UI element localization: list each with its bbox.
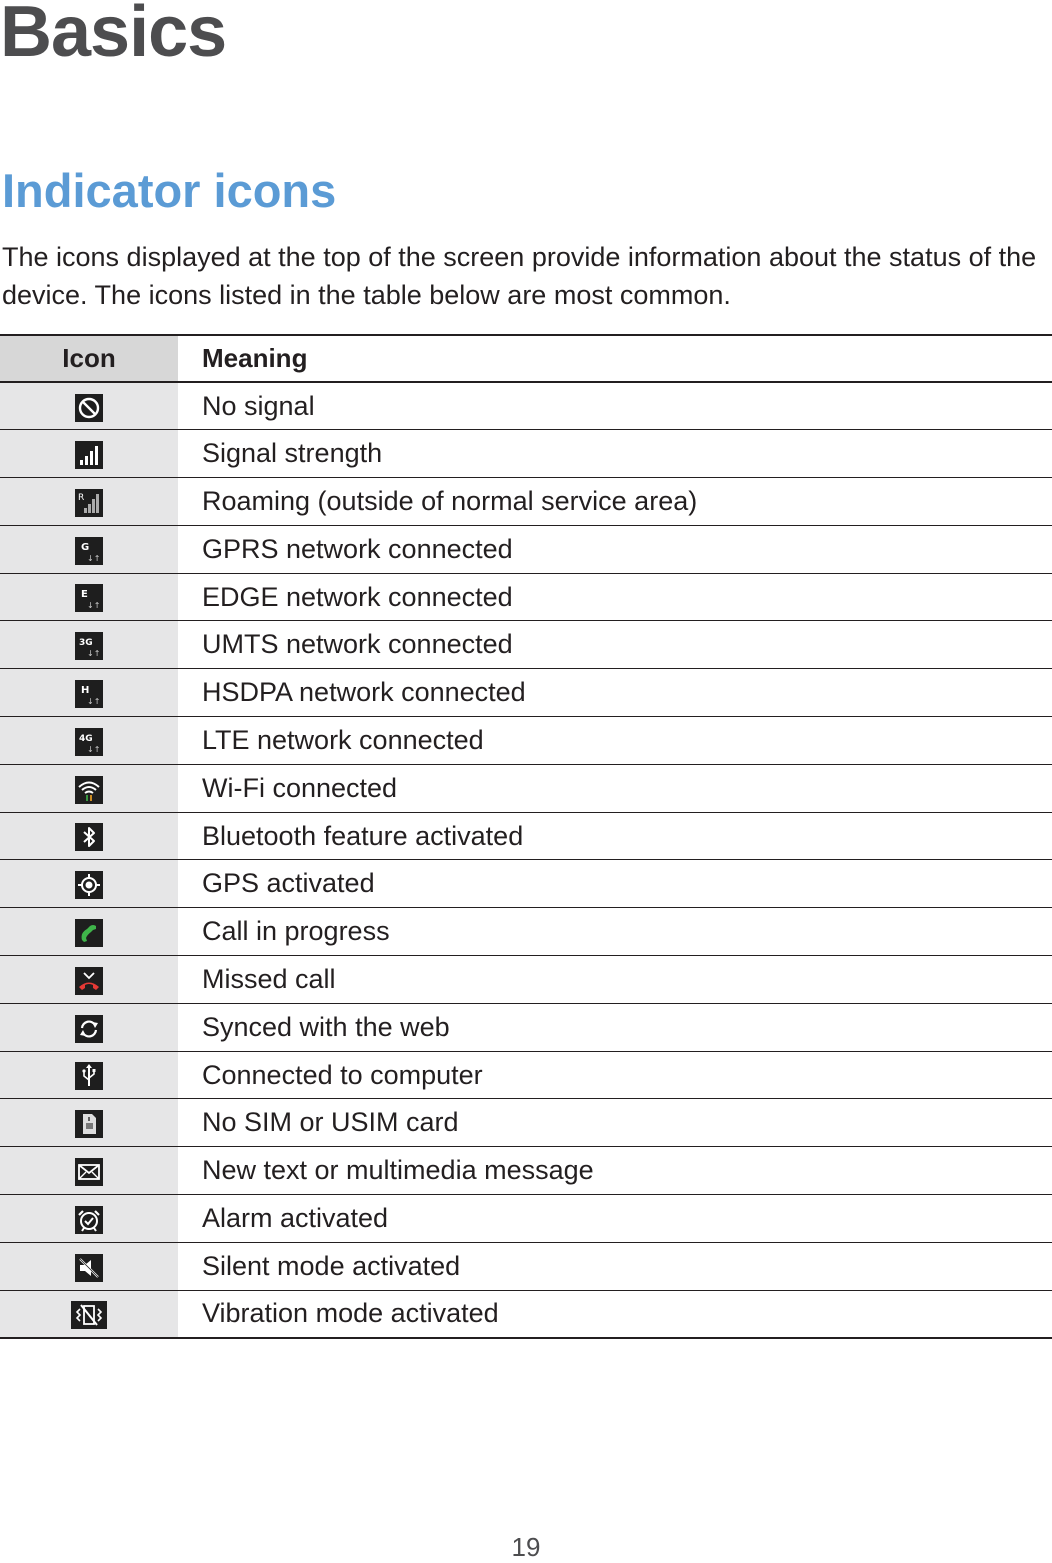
umts-icon — [75, 632, 103, 660]
vibration-mode-icon — [71, 1301, 107, 1329]
edge-icon — [75, 584, 103, 612]
table-row — [0, 1147, 1052, 1195]
row-meaning: LTE network connected — [178, 717, 1052, 765]
bluetooth-icon — [75, 823, 103, 851]
svg-text:3G: 3G — [79, 638, 93, 649]
svg-text:↓↑: ↓↑ — [87, 553, 101, 563]
row-meaning: HSDPA network connected — [178, 669, 1052, 717]
usb-icon — [75, 1062, 103, 1090]
svg-text:↓↑: ↓↑ — [87, 601, 101, 611]
no-signal-icon — [75, 394, 103, 422]
gps-icon — [75, 871, 103, 899]
svg-text:G: G — [81, 541, 90, 553]
sync-icon — [75, 1015, 103, 1043]
table-row — [0, 525, 1052, 573]
lte-icon — [75, 728, 103, 756]
row-meaning: Alarm activated — [178, 1195, 1052, 1243]
svg-text:↓↑: ↓↑ — [87, 649, 101, 659]
table-row — [0, 812, 1052, 860]
page-number: 19 — [511, 1532, 541, 1562]
row-meaning: Connected to computer — [178, 1051, 1052, 1099]
table-row — [0, 1242, 1052, 1290]
section-title: Indicator icons — [2, 164, 337, 217]
wifi-icon — [75, 776, 103, 804]
table-row — [0, 430, 1052, 478]
signal-strength-icon — [75, 441, 103, 469]
row-meaning: Missed call — [178, 956, 1052, 1004]
hsdpa-icon — [75, 680, 103, 708]
row-meaning: Vibration mode activated — [178, 1290, 1052, 1338]
alarm-icon — [75, 1206, 103, 1234]
table-row — [0, 956, 1052, 1004]
svg-text:E: E — [81, 589, 88, 601]
gprs-icon — [75, 537, 103, 565]
table-row — [0, 1099, 1052, 1147]
header-icon: Icon — [0, 335, 178, 382]
table-row — [0, 573, 1052, 621]
table-row — [0, 1051, 1052, 1099]
table-row — [0, 717, 1052, 765]
table-row — [0, 764, 1052, 812]
table-row — [0, 1003, 1052, 1051]
row-meaning: Wi-Fi connected — [178, 764, 1052, 812]
chapter-title: Basics — [0, 0, 227, 72]
call-in-progress-icon — [75, 919, 103, 947]
roaming-icon — [75, 489, 103, 517]
table-row — [0, 1195, 1052, 1243]
row-meaning: No SIM or USIM card — [178, 1099, 1052, 1147]
table-row — [0, 1290, 1052, 1338]
row-meaning: EDGE network connected — [178, 573, 1052, 621]
indicator-icons-table — [0, 334, 1052, 1339]
missed-call-icon — [75, 967, 103, 995]
table-row — [0, 621, 1052, 669]
table-row — [0, 860, 1052, 908]
svg-text:H: H — [81, 685, 90, 697]
row-meaning: GPRS network connected — [178, 525, 1052, 573]
table-row — [0, 669, 1052, 717]
svg-text:R: R — [78, 492, 85, 503]
row-meaning: New text or multimedia message — [178, 1147, 1052, 1195]
intro-paragraph: The icons displayed at the top of the screen provide information about the status of the device. The icons listed in the table below are most common. — [2, 242, 1037, 310]
row-meaning: Bluetooth feature activated — [178, 812, 1052, 860]
table-row — [0, 382, 1052, 430]
row-meaning: Roaming (outside of normal service area) — [178, 478, 1052, 526]
table-row — [0, 908, 1052, 956]
row-meaning: No signal — [178, 382, 1052, 430]
table-row — [0, 478, 1052, 526]
row-meaning: Signal strength — [178, 430, 1052, 478]
row-meaning: UMTS network connected — [178, 621, 1052, 669]
row-meaning: Call in progress — [178, 908, 1052, 956]
table-header-row — [0, 335, 1052, 382]
svg-text:↓↑: ↓↑ — [87, 697, 101, 707]
svg-text:↓↑: ↓↑ — [87, 744, 101, 754]
no-sim-icon — [75, 1110, 103, 1138]
row-meaning: Silent mode activated — [178, 1242, 1052, 1290]
row-meaning: Synced with the web — [178, 1003, 1052, 1051]
silent-mode-icon — [75, 1254, 103, 1282]
row-meaning: GPS activated — [178, 860, 1052, 908]
svg-text:4G: 4G — [79, 733, 93, 744]
header-meaning: Meaning — [178, 335, 1052, 382]
message-icon — [75, 1158, 103, 1186]
